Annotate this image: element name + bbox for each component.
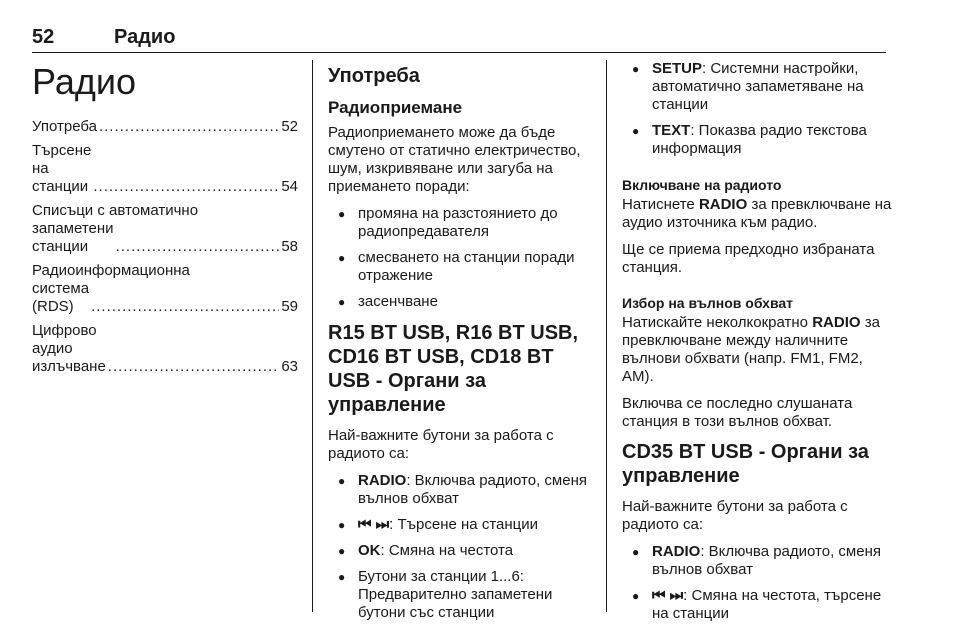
- cd35-controls-list: [622, 543, 892, 623]
- button-name: TEXT: [652, 122, 691, 139]
- toc-entry-usage[interactable]: Употреба ..... 52: [32, 118, 298, 136]
- cd35-paragraph: Най-важните бутони за работа с радиото са:: [622, 498, 848, 533]
- band-paragraph: Натискайте неколкократно RADIO за превключване между наличните вълнови обхвати (напр. FM1, FM2, AM).: [622, 314, 880, 385]
- column-divider-2: [606, 60, 607, 612]
- column-divider-1: [312, 60, 313, 612]
- list-item: ● RADIO: Включва радиото, сменя вълнов обхват: [622, 543, 892, 579]
- list-item: ● TEXT: Показва радио текстова информация: [622, 122, 892, 158]
- button-name: RADIO: [358, 472, 407, 489]
- chapter-title: Радио: [32, 61, 136, 102]
- list-item: ● Бутони за станции 1...6: Предварително запаметени бутони със станции: [328, 568, 590, 622]
- list-item: ● OK: Смяна на честота: [328, 542, 590, 560]
- toc-entry-autostore[interactable]: запаметени станции ..... 58: [32, 220, 298, 256]
- controls-paragraph: Най-важните бутони за работа с радиото са:: [328, 427, 554, 462]
- list-item: ● ⏮ ⏭: Търсене на станции: [328, 516, 590, 534]
- button-name: RADIO: [698, 196, 748, 213]
- seek-buttons-icon: ⏮ ⏭: [652, 587, 684, 604]
- list-item: ● SETUP: Системни настройки, автоматично запаметяване на станции: [622, 60, 892, 114]
- list-item: ● смесването на станции поради отражение: [328, 249, 590, 285]
- toc-entry-rds-line1: Радиоинформационна: [32, 262, 190, 279]
- list-item: ● засенчване: [328, 293, 590, 311]
- section-heading-controls: R15 BT USB, R16 BT USB, CD16 BT USB, CD18 BT USB - Органи за управление: [328, 322, 579, 416]
- page-header: [32, 26, 886, 48]
- subheading-reception: Радиоприемане: [328, 98, 463, 117]
- reception-paragraph: Радиоприемането може да бъде смутено от статично електричество, шум, изкривяване или загуба на приемането поради:: [328, 124, 581, 195]
- toc-entry-rds[interactable]: система (RDS) ..... 59: [32, 280, 298, 316]
- column-1: [32, 60, 298, 382]
- toc-entry-dab[interactable]: Цифрово аудио излъчване ..... 63: [32, 322, 298, 376]
- button-name: SETUP: [652, 60, 703, 77]
- controls-list-continued: [622, 60, 892, 158]
- button-name: RADIO: [812, 314, 861, 331]
- toc-entry-station-search[interactable]: Търсене на станции ..... 54: [32, 142, 298, 196]
- header-rule: [32, 52, 886, 53]
- list-item: ● RADIO: Включва радиото, сменя вълнов обхват: [328, 472, 590, 508]
- button-name: OK: [358, 542, 381, 559]
- button-name: RADIO: [652, 543, 701, 560]
- running-title: Радио: [114, 26, 176, 48]
- page-number: 52: [32, 26, 55, 48]
- section-heading-usage: Употреба: [328, 65, 420, 87]
- toc-entry-autostore-line1: Списъци с автоматично: [32, 202, 199, 219]
- subheading-band-select: Избор на вълнов обхват: [622, 295, 794, 311]
- section-heading-cd35: CD35 BT USB - Органи за управление: [622, 441, 869, 487]
- subheading-switch-on: Включване на радиото: [622, 177, 782, 193]
- band-paragraph-2: Включва се последно слушаната станция в този вълнов обхват.: [622, 395, 853, 430]
- list-item: ● ⏮ ⏭: Смяна на честота, търсене на станции: [622, 587, 892, 623]
- switch-on-paragraph: Натиснете RADIO за превключване на аудио източника към радио.: [622, 196, 892, 231]
- column-2: [328, 60, 590, 632]
- interference-list: [328, 205, 590, 311]
- table-of-contents: [32, 118, 298, 376]
- switch-on-paragraph-2: Ще се приема предходно избраната станция.: [622, 241, 875, 276]
- seek-buttons-icon: ⏮ ⏭: [358, 516, 390, 533]
- column-3: [622, 60, 892, 633]
- controls-list: [328, 472, 590, 622]
- list-item: ● промяна на разстоянието до радиопредавателя: [328, 205, 590, 241]
